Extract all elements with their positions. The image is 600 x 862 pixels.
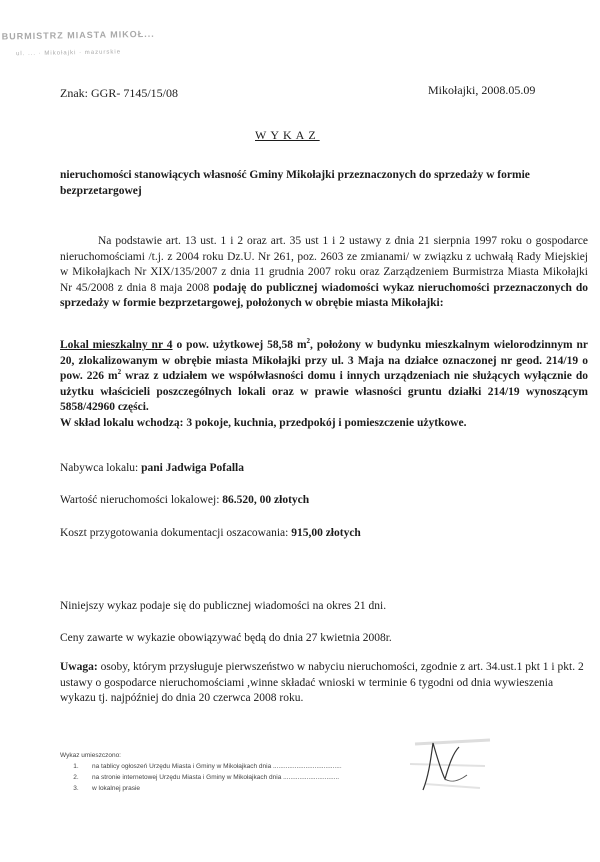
document-title: WYKAZ bbox=[255, 128, 320, 142]
place-date: Mikołajki, 2008.05.09 bbox=[428, 83, 536, 97]
uwaga-paragraph bbox=[60, 660, 590, 707]
cost-line bbox=[60, 527, 361, 539]
intro-paragraph bbox=[60, 234, 588, 312]
lokal-description bbox=[60, 338, 588, 431]
posted-item bbox=[60, 763, 342, 770]
cost-label: Koszt przygotowania dokumentacji oszacowania: bbox=[60, 527, 289, 539]
posted-item-text: na stronie internetowej Urzędu Miasta i Gminy w Mikołajkach dnia ............................... bbox=[92, 774, 340, 781]
office-stamp bbox=[2, 29, 173, 72]
lokal-desc-b: wraz z udziałem we współwłasności domu i innych urządzeniach nie służących wyłącznie do użytku właścicieli poszczególnych lokali oraz w prawie własności gruntu działki 214/19 wynoszącym 5858/42960 części. bbox=[60, 370, 588, 413]
lokal-desc-a: , położony w budynku mieszkalnym wielorodzinnym nr 20, zlokalizowanym w obrębie miasta Mikołajki przy ul. 3 Maja na działce oznaczonej nr geod. 214/19 o pow. 226 m bbox=[60, 339, 589, 382]
cost-value: 915,00 złotych bbox=[291, 527, 361, 539]
signature-icon bbox=[415, 735, 475, 795]
posted-item-num: 2. bbox=[73, 774, 79, 781]
value-line bbox=[60, 494, 309, 506]
posted-item-text: w lokalnej prasie bbox=[92, 785, 141, 792]
value-label: Wartość nieruchomości lokalowej: bbox=[60, 494, 220, 506]
buyer-value: pani Jadwiga Pofalla bbox=[141, 462, 245, 474]
posted-item-text: na tablicy ogłoszeń Urzędu Miasta i Gminy w Mikołajkach dnia ...................................... bbox=[92, 763, 342, 770]
lokal-name: Lokal mieszkalny nr 4 bbox=[60, 339, 173, 351]
stamp-line-1: BURMISTRZ MIASTA MIKOŁ... bbox=[1, 28, 155, 42]
buyer-label: Nabywca lokalu: bbox=[60, 462, 139, 474]
uwaga-text: osoby, którym przysługuje pierwszeństwo w nabyciu nieruchomości, zgodnie z art. 34.ust.1 pkt 1 i pkt. 2 ustawy o gospodarce nieruchomościami ,winne składać wnioski w terminie 6 tygodni od dnia wywieszenia wykazu tj. najpóźniej do dnia 20 czerwca 2008 roku. bbox=[60, 661, 584, 704]
uwaga-label: Uwaga: bbox=[60, 661, 98, 673]
notice-prices: Ceny zawarte w wykazie obowiązywać będą do dnia 27 kwietnia 2008r. bbox=[60, 632, 392, 644]
lokal-area: o pow. użytkowej 58,58 m bbox=[176, 339, 307, 351]
subject: nieruchomości stanowiących własność Gminy Mikołajki przeznaczonych do sprzedaży w formie bezprzetargowej bbox=[60, 169, 530, 197]
notice-period: Niniejszy wykaz podaje się do publicznej wiadomości na okres 21 dni. bbox=[60, 600, 387, 612]
posted-item-num: 1. bbox=[73, 763, 79, 770]
posted-item bbox=[60, 774, 339, 781]
intro-text: Na podstawie art. 13 ust. 1 i 2 oraz art. 35 ust 1 i 2 ustawy z dnia 21 sierpnia 1997 roku o gospodarce nieruchomościami /t.j. z 2004 roku Dz.U. Nr 261, poz. 2603 ze zmianami/ w związku z uchwałą Rady Miejskiej w Mikołajkach Nr XIX/135/2007 z dnia 11 grudnia 2007 roku oraz Zarządzeniem Burmistrza Miasta Mikołajki Nr 45/2008 z dnia 8 maja 2008 bbox=[60, 235, 588, 294]
lokal-rooms: W skład lokalu wchodzą: 3 pokoje, kuchnia, przedpokój i pomieszczenie użytkowe. bbox=[60, 416, 467, 429]
buyer-line bbox=[60, 462, 244, 474]
stamp-line-2: ul. ... · Mikołajki · mazurskie bbox=[16, 49, 122, 58]
document-sign: Znak: GGR- 7145/15/08 bbox=[60, 86, 178, 100]
area-sup-2: 2 bbox=[117, 368, 122, 377]
posted-label: Wykaz umieszczono: bbox=[60, 752, 121, 759]
posted-item-num: 3. bbox=[73, 785, 79, 792]
intro-bold: podaję do publicznej wiadomości wykaz nieruchomości przeznaczonych do sprzedaży w formie bezprzetargowej, położonych w obrębie miasta Mikołajki: bbox=[60, 281, 588, 309]
area-sup: 2 bbox=[306, 337, 311, 346]
value-value: 86.520, 00 złotych bbox=[222, 494, 310, 506]
posted-item bbox=[60, 785, 140, 792]
